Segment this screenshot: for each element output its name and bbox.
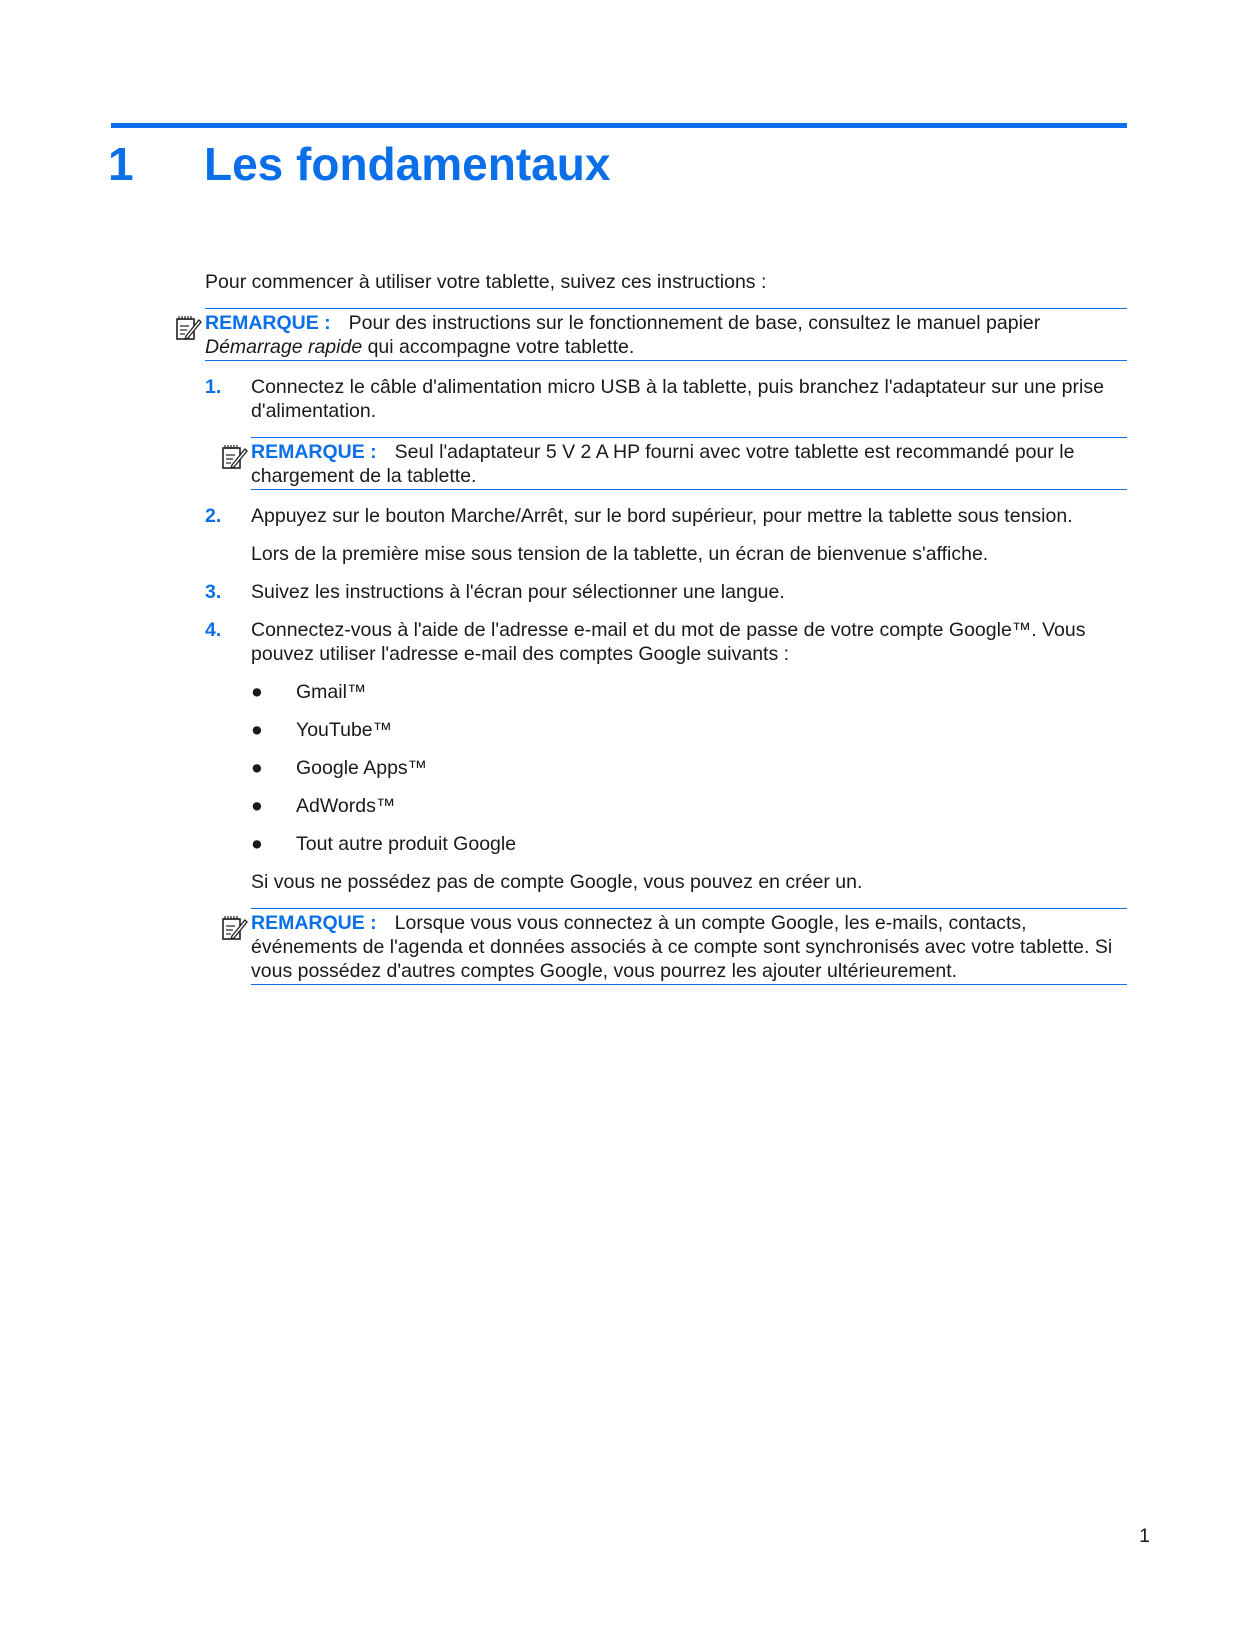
step-text: Connectez-vous à l'aide de l'adresse e-mail et du mot de passe de votre compte Google™. Vous pouvez utiliser l'adresse e-mail des comptes Google suivants : — [251, 619, 1086, 665]
step-number: 1. — [205, 376, 222, 398]
step-text: Suivez les instructions à l'écran pour sélectionner une langue. — [251, 581, 785, 603]
bullet-text: Gmail™ — [296, 681, 367, 703]
note-text: Pour des instructions sur le fonctionnement de base, consultez le manuel papier — [348, 312, 1041, 334]
step-number: 2. — [205, 505, 222, 527]
bullet-text: Tout autre produit Google — [296, 833, 517, 855]
bullet-icon: ● — [251, 719, 263, 741]
intro-paragraph: Pour commencer à utiliser votre tablette, suivez ces instructions : — [205, 271, 767, 293]
bullet-item — [251, 756, 1127, 780]
note-italic-title: Démarrage rapide — [205, 336, 363, 358]
chapter-rule — [111, 123, 1127, 128]
chapter-content — [205, 270, 1127, 985]
steps-list — [205, 375, 1127, 985]
bullet-icon: ● — [251, 795, 263, 817]
list-item — [205, 618, 1127, 985]
bullet-item — [251, 794, 1127, 818]
note-text: Lorsque vous vous connectez à un compte Google, les e-mails, contacts, événements de l'agenda et données associés à ce compte sont synchronisés avec votre tablette. Si vous possédez d'autres comptes Google, vous pourrez les ajouter ultérieurement. — [251, 912, 1113, 982]
note-label: REMARQUE : — [205, 312, 331, 334]
chapter-title: Les fondamentaux — [204, 138, 611, 190]
bullet-item — [251, 718, 1127, 742]
bullet-text: YouTube™ — [296, 719, 393, 741]
google-accounts-list — [251, 680, 1127, 856]
bullet-icon: ● — [251, 833, 263, 855]
list-item — [205, 375, 1127, 490]
list-item — [205, 504, 1127, 566]
note-label: REMARQUE : — [251, 912, 377, 934]
step-followup: Si vous ne possédez pas de compte Google, vous pouvez en créer un. — [251, 871, 863, 893]
note-icon — [174, 313, 202, 341]
bullet-text: Google Apps™ — [296, 757, 428, 779]
bullet-item — [251, 832, 1127, 856]
note-icon — [220, 442, 248, 470]
page-number: 1 — [1139, 1525, 1150, 1547]
bullet-icon: ● — [251, 757, 263, 779]
step-followup: Lors de la première mise sous tension de la tablette, un écran de bienvenue s'affiche. — [251, 543, 989, 565]
chapter-number: 1 — [108, 138, 134, 190]
note-icon — [220, 913, 248, 941]
note-label: REMARQUE : — [251, 441, 377, 463]
bullet-item — [251, 680, 1127, 704]
step-number: 3. — [205, 581, 222, 603]
note-text: Seul l'adaptateur 5 V 2 A HP fourni avec votre tablette est recommandé pour le chargement de la tablette. — [251, 441, 1075, 487]
step-number: 4. — [205, 619, 222, 641]
note-text-end: qui accompagne votre tablette. — [362, 336, 635, 358]
list-item — [205, 580, 1127, 604]
step-text: Appuyez sur le bouton Marche/Arrêt, sur le bord supérieur, pour mettre la tablette sous tension. — [251, 505, 1073, 527]
note-box — [251, 908, 1127, 985]
bullet-text: AdWords™ — [296, 795, 396, 817]
step-text: Connectez le câble d'alimentation micro USB à la tablette, puis branchez l'adaptateur sur une prise d'alimentation. — [251, 376, 1104, 422]
note-box — [251, 437, 1127, 490]
note-box — [205, 308, 1127, 361]
bullet-icon: ● — [251, 681, 263, 703]
